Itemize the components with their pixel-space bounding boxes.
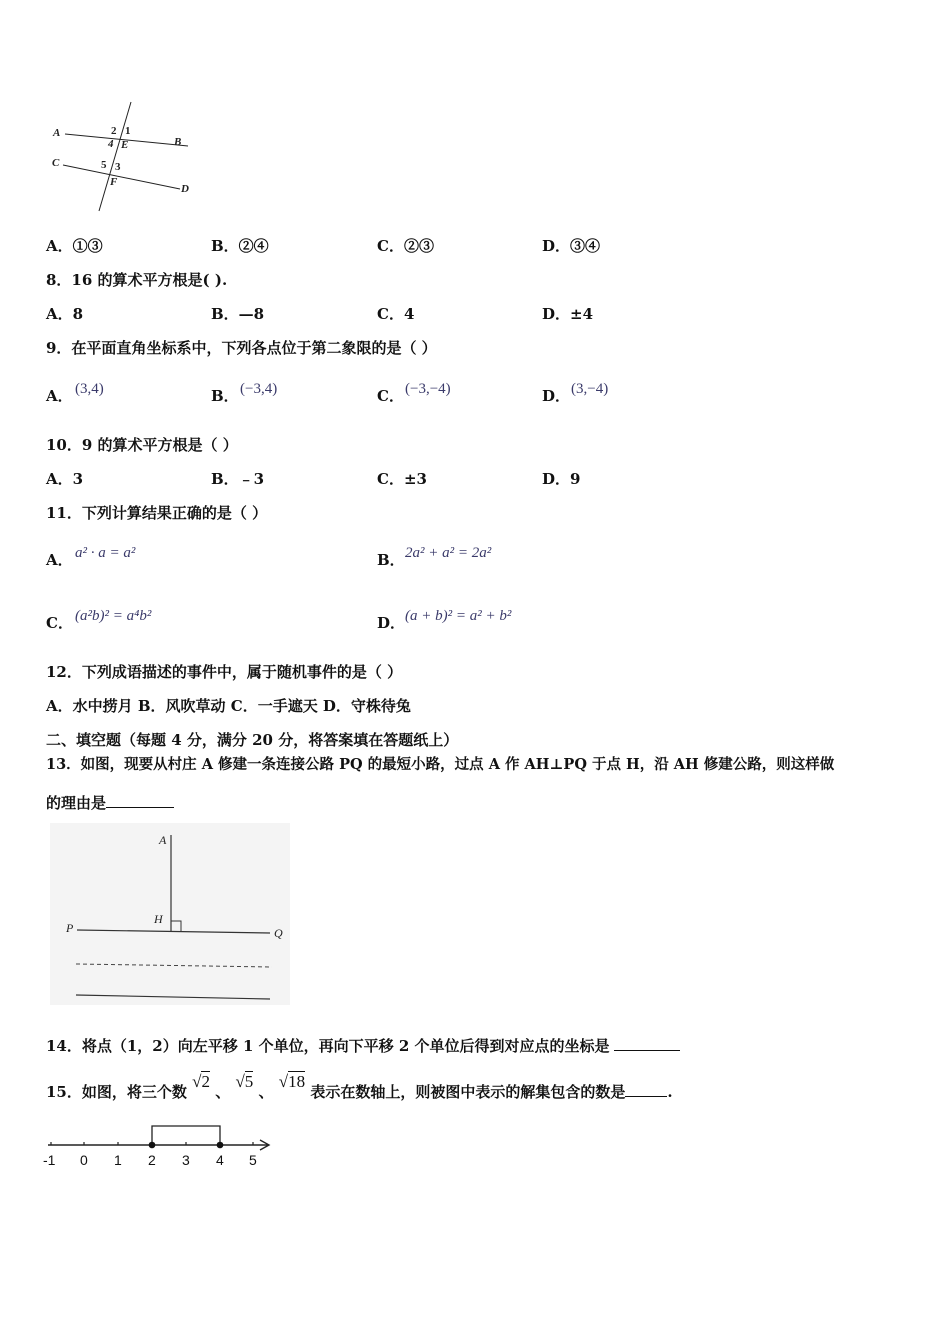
number-line-diagram bbox=[40, 1118, 280, 1172]
q13-road-diagram bbox=[50, 823, 290, 1005]
q9-option-b-point: (−3,4) bbox=[240, 381, 278, 397]
label-4: 4 bbox=[108, 138, 114, 150]
q9-option-b-letter[interactable]: B． bbox=[211, 387, 239, 405]
q8-option-d[interactable]: D．±4 bbox=[542, 305, 594, 323]
q11-option-b-formula: 2a² + a² = 2a² bbox=[405, 545, 492, 561]
label-E: E bbox=[121, 139, 129, 151]
q9-option-a-letter[interactable]: A． bbox=[46, 387, 73, 405]
q15-suffix: 表示在数轴上，则被图中表示的解集包含的数是 bbox=[310, 1083, 626, 1101]
tick-label-neg1: -1 bbox=[43, 1152, 56, 1168]
q11-option-c-formula: (a²b)² = a⁴b² bbox=[75, 608, 152, 624]
q13-line2-text: 的理由是 bbox=[46, 794, 107, 812]
q15-number-line bbox=[40, 1118, 280, 1172]
q13-stem-line1: 13．如图，现要从村庄 A 修建一条连接公路 PQ 的最短小路，过点 A 作 AH⊥PQ 于点 H，沿 AH 修建公路，则这样做 bbox=[46, 756, 835, 773]
q12-stem: 12．下列成语描述的事件中，属于随机事件的是（ ） bbox=[46, 663, 403, 681]
q10-option-a[interactable]: A．3 bbox=[46, 470, 84, 488]
q14-answer-blank[interactable] bbox=[614, 1036, 680, 1051]
label-B: B bbox=[174, 136, 182, 148]
q15-sqrt-5: √5 bbox=[235, 1072, 254, 1091]
label-5: 5 bbox=[101, 159, 107, 171]
label-A: A bbox=[53, 127, 61, 139]
tick-label-3: 3 bbox=[182, 1152, 190, 1168]
q10-stem: 10．9 的算术平方根是（ ） bbox=[46, 436, 238, 454]
q8-option-c[interactable]: C．4 bbox=[377, 305, 415, 323]
q9-option-c-point: (−3,−4) bbox=[405, 381, 451, 397]
figure-parallel-lines bbox=[40, 95, 200, 220]
q7-option-a[interactable]: A．①③ bbox=[46, 237, 103, 255]
label-F: F bbox=[110, 176, 118, 188]
q15-end: . bbox=[667, 1083, 673, 1101]
q13-stem-line2 bbox=[46, 793, 174, 812]
q13-label-P: P bbox=[66, 921, 74, 935]
q8-stem: 8．16 的算术平方根是( ). bbox=[46, 271, 228, 289]
q11-stem: 11．下列计算结果正确的是（ ） bbox=[46, 504, 268, 522]
q7-option-c[interactable]: C．②③ bbox=[377, 237, 434, 255]
q14-stem: 14．将点（1，2）向左平移 1 个单位，再向下平移 2 个单位后得到对应点的坐标是 bbox=[46, 1037, 610, 1055]
q11-option-d-formula: (a + b)² = a² + b² bbox=[405, 608, 512, 624]
q15-sep-2: 、 bbox=[258, 1083, 274, 1101]
q9-option-d-letter[interactable]: D． bbox=[542, 387, 571, 405]
q11-option-c-letter[interactable]: C． bbox=[46, 614, 73, 632]
tick-label-4: 4 bbox=[216, 1152, 224, 1168]
q13-figure bbox=[50, 823, 290, 1005]
q7-option-d[interactable]: D．③④ bbox=[542, 237, 601, 255]
q15-answer-blank[interactable] bbox=[625, 1082, 667, 1097]
q14-stem-line bbox=[46, 1036, 680, 1055]
q9-option-c-letter[interactable]: C． bbox=[377, 387, 404, 405]
q10-option-c[interactable]: C．±3 bbox=[377, 470, 427, 488]
section-2-title: 二、填空题（每题 4 分，满分 20 分，将答案填在答题纸上） bbox=[46, 731, 459, 749]
q10-option-d[interactable]: D．9 bbox=[542, 470, 581, 488]
tick-label-1: 1 bbox=[114, 1152, 122, 1168]
label-D: D bbox=[181, 183, 189, 195]
q15-sqrt-18: √18 bbox=[278, 1072, 306, 1091]
q13-label-A: A bbox=[159, 833, 167, 847]
q11-option-a-letter[interactable]: A． bbox=[46, 551, 73, 569]
tick-label-2: 2 bbox=[148, 1152, 156, 1168]
q13-label-H: H bbox=[154, 912, 163, 926]
label-1: 1 bbox=[125, 125, 131, 137]
label-3: 3 bbox=[115, 161, 121, 173]
q8-option-b[interactable]: B．—8 bbox=[211, 305, 265, 323]
q15-sep-1: 、 bbox=[215, 1083, 231, 1101]
q9-option-a-point: (3,4) bbox=[75, 381, 104, 397]
label-2: 2 bbox=[111, 125, 117, 137]
q13-label-Q: Q bbox=[274, 926, 283, 940]
closed-point-2 bbox=[149, 1142, 156, 1149]
tick-label-0: 0 bbox=[80, 1152, 88, 1168]
q11-option-a-formula: a² · a = a² bbox=[75, 545, 136, 561]
q15-prefix: 15．如图，将三个数 bbox=[46, 1083, 187, 1101]
q9-stem: 9．在平面直角坐标系中，下列各点位于第二象限的是（ ） bbox=[46, 339, 437, 357]
q15-stem-line bbox=[46, 1072, 673, 1101]
label-C: C bbox=[52, 157, 60, 169]
q10-option-b[interactable]: B．﹣3 bbox=[211, 470, 265, 488]
q8-option-a[interactable]: A．8 bbox=[46, 305, 84, 323]
q12-options[interactable]: A．水中捞月 B．风吹草动 C．一手遮天 D．守株待兔 bbox=[46, 697, 411, 715]
closed-point-4 bbox=[217, 1142, 224, 1149]
q7-option-b[interactable]: B．②④ bbox=[211, 237, 269, 255]
tick-label-5: 5 bbox=[249, 1152, 257, 1168]
q13-answer-blank[interactable] bbox=[106, 793, 174, 808]
q9-option-d-point: (3,−4) bbox=[571, 381, 609, 397]
parallel-lines-diagram bbox=[40, 95, 200, 220]
q11-option-d-letter[interactable]: D． bbox=[377, 614, 406, 632]
q15-sqrt-2: √2 bbox=[192, 1072, 210, 1091]
q11-option-b-letter[interactable]: B． bbox=[377, 551, 405, 569]
